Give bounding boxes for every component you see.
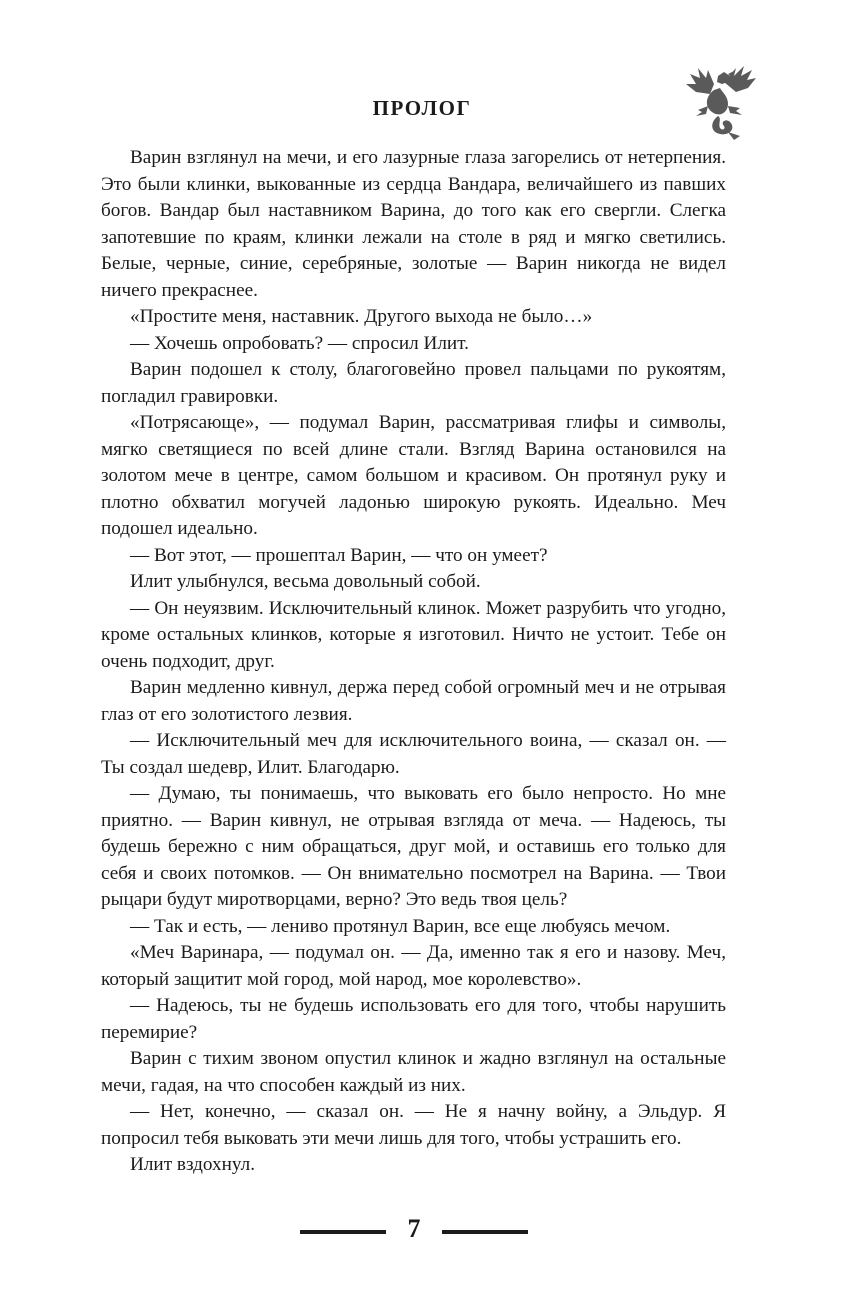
paragraph: — Вот этот, — прошептал Варин, — что он умеет? <box>130 544 548 566</box>
footer-rule-right <box>442 1230 528 1234</box>
paragraph: — Исключительный меч для исключительного воина, — сказал он. — Ты создал шедевр, Илит. Благодарю. <box>101 730 726 778</box>
paragraph: «Потрясающе», — подумал Варин, рассматривая глифы и символы, мягко светящиеся по всей длине стали. Взгляд Варина остановился на золотом мече в центре, самом большом и красивом. Он протянул руку и плотно обхватил могучей ладонью широкую рукоять. Идеально. Меч подошел идеально. <box>101 412 726 539</box>
paragraph: — Нет, конечно, — сказал он. — Не я начну войну, а Эльдур. Я попросил тебя выковать эти мечи лишь для того, чтобы устрашить его. <box>101 1101 726 1149</box>
paragraph: Илит вздохнул. <box>130 1154 256 1175</box>
page-number: 7 <box>407 1214 421 1243</box>
paragraph: — Он неуязвим. Исключительный клинок. Может разрубить что угодно, кроме остальных клинков, которые я изготовил. Ничто не устоит. Тебе он очень подходит, друг. <box>101 597 726 672</box>
chapter-title: ПРОЛОГ <box>372 96 472 120</box>
paragraph: — Надеюсь, ты не будешь использовать его для того, чтобы нарушить перемирие? <box>101 995 726 1043</box>
paragraph: — Хочешь опробовать? — спросил Илит. <box>130 332 469 354</box>
paragraph: Варин с тихим звоном опустил клинок и жадно взглянул на остальные мечи, гадая, на что способен каждый из них. <box>101 1048 726 1096</box>
paragraph: Илит улыбнулся, весьма довольный собой. <box>130 571 481 592</box>
chapter-body <box>101 145 726 1179</box>
footer-rule-left <box>300 1230 386 1234</box>
paragraph: «Меч Варинара, — подумал он. — Да, именно так я его и назову. Меч, который защитит мой город, мой народ, мое королевство». <box>101 942 726 990</box>
paragraph: Варин подошел к столу, благоговейно провел пальцами по рукоятям, погладил гравировки. <box>101 359 726 407</box>
paragraph: Варин медленно кивнул, держа перед собой огромный меч и не отрывая глаз от его золотистого лезвия. <box>101 677 726 725</box>
paragraph: — Думаю, ты понимаешь, что выковать его было непросто. Но мне приятно. — Варин кивнул, не отрывая взгляда от меча. — Надеюсь, ты будешь бережно с ним обращаться, друг мой, и оставишь его только для себя и своих потомков. — Он внимательно посмотрел на Варина. — Твои рыцари будут миротворцами, верно? Это ведь твоя цель? <box>101 783 726 910</box>
paragraph: — Так и есть, — лениво протянул Варин, все еще любуясь мечом. <box>130 915 671 937</box>
paragraph: «Простите меня, наставник. Другого выхода не было…» <box>130 306 593 327</box>
paragraph: Варин взглянул на мечи, и его лазурные глаза загорелись от нетерпения. Это были клинки, выкованные из сердца Вандара, величайшего из павших богов. Вандар был наставником Варина, до того как его свергли. Слегка запотевшие по краям, клинки лежали на столе в ряд и мягко светились. Белые, черные, синие, серебряные, золотые — Варин никогда не видел ничего прекраснее. <box>101 147 726 301</box>
page-footer <box>0 1212 844 1252</box>
